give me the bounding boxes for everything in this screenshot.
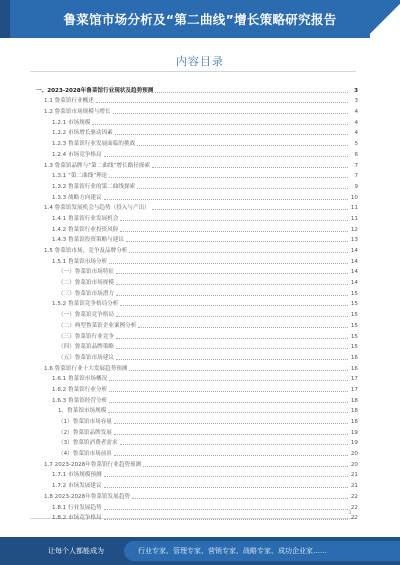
toc-leader-dots bbox=[129, 252, 348, 253]
toc-entry[interactable] bbox=[36, 212, 358, 223]
toc-entry-text: 1.2.1 市场规模 bbox=[52, 119, 91, 126]
toc-leader-dots bbox=[120, 305, 348, 306]
toc-entry-page: 20 bbox=[350, 451, 358, 458]
toc-entry-text: （二）典型鲁菜馆企业案例分析 bbox=[58, 322, 137, 329]
toc-entry[interactable] bbox=[36, 266, 358, 277]
toc-leader-dots bbox=[138, 327, 348, 328]
toc-entry-page: 10 bbox=[350, 194, 358, 201]
toc-leader-dots bbox=[109, 402, 348, 403]
toc-entry[interactable] bbox=[36, 95, 358, 106]
toc-entry-text: 一、2023-2028年鲁菜馆行业现状及趋势预测 bbox=[36, 87, 154, 94]
toc-leader-dots bbox=[104, 476, 348, 477]
toc-entry-page: 3 bbox=[354, 87, 358, 94]
toc-entry[interactable] bbox=[36, 501, 358, 512]
toc-leader-dots bbox=[155, 92, 348, 93]
toc-leader-dots bbox=[137, 188, 348, 189]
toc-entry[interactable] bbox=[36, 287, 358, 298]
toc-entry-page: 9 bbox=[354, 183, 358, 190]
toc-entry-text: 1.6.1 鲁菜馆市场概况 bbox=[52, 376, 108, 383]
toc-leader-dots bbox=[116, 348, 348, 349]
toc-leader-dots bbox=[114, 423, 348, 424]
toc-entry-page: 7 bbox=[354, 173, 358, 180]
toc-entry-text: 1.7.1 市场规模预测 bbox=[52, 472, 102, 479]
toc-entry-page: 19 bbox=[350, 429, 358, 436]
toc-leader-dots bbox=[116, 273, 348, 274]
toc-entry-page: 7 bbox=[354, 162, 358, 169]
toc-entry-text: 1.4.1 鲁菜馆行业发展机会 bbox=[52, 215, 119, 222]
toc-entry-text: （一）鲁菜馆市场特征 bbox=[58, 269, 114, 276]
toc-entry-text: 1.5.1 鲁菜馆市场分析 bbox=[52, 258, 108, 265]
toc-entry-text: 1.5.2 鲁菜馆竞争格局分析 bbox=[52, 301, 119, 308]
toc-entry[interactable] bbox=[36, 202, 358, 213]
toc-entry[interactable] bbox=[36, 137, 358, 148]
toc-entry[interactable] bbox=[36, 330, 358, 341]
toc-entry-page: 15 bbox=[350, 344, 358, 351]
toc-leader-dots bbox=[116, 359, 348, 360]
toc-entry-text: 1.8 2023-2028年鲁菜馆发展趋势 bbox=[44, 493, 130, 500]
toc-leader-dots bbox=[104, 519, 348, 520]
table-of-contents bbox=[36, 84, 358, 522]
toc-entry-page: 15 bbox=[350, 290, 358, 297]
toc-entry[interactable] bbox=[36, 84, 358, 95]
toc-entry-page: 4 bbox=[354, 130, 358, 137]
toc-leader-dots bbox=[115, 134, 348, 135]
toc-entry-page: 3 bbox=[354, 98, 358, 105]
toc-entry-page: 13 bbox=[350, 237, 358, 244]
toc-entry-page: 14 bbox=[350, 280, 358, 287]
toc-entry-page: 11 bbox=[350, 205, 358, 212]
toc-entry[interactable] bbox=[36, 415, 358, 426]
toc-leader-dots bbox=[116, 316, 348, 317]
toc-entry-text: （1）鲁菜馆市场容量 bbox=[58, 419, 112, 425]
toc-entry-text: （2）鲁菜馆品牌发展 bbox=[58, 429, 112, 436]
page-number: 1 bbox=[348, 509, 352, 516]
toc-entry[interactable] bbox=[36, 437, 358, 448]
toc-entry[interactable] bbox=[36, 244, 358, 255]
toc-leader-dots bbox=[109, 177, 348, 178]
toc-entry[interactable] bbox=[36, 170, 358, 181]
toc-entry[interactable] bbox=[36, 159, 358, 170]
toc-entry-page: 15 bbox=[350, 301, 358, 308]
toc-entry-text: 1.4.2 鲁菜馆行业投资风险 bbox=[52, 226, 119, 233]
toc-entry-text: 1.2.3 鲁菜馆行业发展面临的挑战 bbox=[52, 141, 136, 148]
toc-leader-dots bbox=[113, 113, 348, 114]
toc-entry-text: 1.1 鲁菜馆行业概述 bbox=[44, 98, 94, 105]
toc-entry-text: 1.2 鲁菜馆市场规模与增长 bbox=[44, 109, 111, 116]
toc-leader-dots bbox=[104, 156, 348, 157]
toc-entry-page: 4 bbox=[354, 119, 358, 126]
toc-entry-page: 22 bbox=[350, 493, 358, 500]
toc-leader-dots bbox=[108, 412, 348, 413]
toc-entry-page: 15 bbox=[350, 333, 358, 340]
toc-entry[interactable] bbox=[36, 276, 358, 287]
toc-entry-text: 1、鲁菜馆市场规模 bbox=[58, 408, 107, 415]
toc-entry-text: 1.3.1 “第二曲线”理论 bbox=[52, 173, 108, 180]
toc-leader-dots bbox=[96, 102, 348, 103]
toc-entry[interactable] bbox=[36, 394, 358, 405]
toc-entry[interactable] bbox=[36, 426, 358, 437]
toc-entry-page: 15 bbox=[350, 322, 358, 329]
toc-entry-text: 1.4.3 鲁菜馆投资策略与建议 bbox=[52, 237, 124, 244]
toc-entry[interactable] bbox=[36, 490, 358, 501]
toc-leader-dots bbox=[104, 487, 348, 488]
toc-entry[interactable] bbox=[36, 180, 358, 191]
toc-entry-page: 18 bbox=[350, 408, 358, 415]
toc-entry-text: 1.4 鲁菜馆发展机会与趋势（投入与产出） bbox=[44, 205, 150, 212]
toc-entry-text: 1.3 鲁菜馆品牌与“第二曲线”增长路径探索 bbox=[44, 162, 150, 169]
toc-entry[interactable] bbox=[36, 383, 358, 394]
toc-entry[interactable] bbox=[36, 458, 358, 469]
toc-entry-page: 5 bbox=[354, 141, 358, 148]
toc-entry-page: 4 bbox=[354, 109, 358, 116]
toc-entry-page: 22 bbox=[350, 504, 358, 511]
toc-entry[interactable] bbox=[36, 127, 358, 138]
toc-title: 内容目录 bbox=[176, 55, 224, 68]
toc-entry-text: （五）鲁菜馆市场建议 bbox=[58, 354, 114, 361]
toc-entry-page: 21 bbox=[350, 472, 358, 479]
toc-entry-page: 18 bbox=[350, 397, 358, 404]
toc-entry[interactable] bbox=[36, 319, 358, 330]
toc-entry-page: 14 bbox=[350, 248, 358, 254]
toc-leader-dots bbox=[116, 338, 348, 339]
toc-entry[interactable] bbox=[36, 341, 358, 352]
toc-leader-dots bbox=[120, 220, 348, 221]
toc-leader-dots bbox=[120, 231, 348, 232]
toc-entry-text: 1.7.2 市场发展建议 bbox=[52, 483, 102, 490]
toc-leader-dots bbox=[114, 434, 348, 435]
toc-entry-page: 14 bbox=[350, 269, 358, 276]
toc-leader-dots bbox=[114, 455, 348, 456]
toc-entry[interactable] bbox=[36, 255, 358, 266]
toc-entry-text: （二）鲁菜馆市场规模 bbox=[58, 280, 114, 287]
toc-leader-dots bbox=[152, 167, 348, 168]
toc-entry[interactable] bbox=[36, 447, 358, 458]
toc-entry-text: （3）鲁菜馆消费者需求 bbox=[58, 440, 118, 447]
footer-banner bbox=[0, 537, 400, 565]
footer-slogan: 让每个人都能成为 bbox=[48, 547, 104, 555]
toc-entry-page: 12 bbox=[350, 226, 358, 233]
toc-entry[interactable] bbox=[36, 405, 358, 416]
toc-entry-text: 1.3.2 鲁菜馆行业的第二曲线探索 bbox=[52, 183, 136, 190]
toc-entry[interactable] bbox=[36, 148, 358, 159]
toc-leader-dots bbox=[109, 380, 348, 381]
toc-leader-dots bbox=[116, 295, 348, 296]
toc-entry[interactable] bbox=[36, 116, 358, 127]
toc-entry-text: （三）鲁菜馆行业竞争 bbox=[58, 333, 114, 340]
toc-entry-text: 1.6.2 鲁菜馆行业分析 bbox=[52, 386, 108, 393]
toc-entry-page: 18 bbox=[350, 419, 358, 425]
toc-entry-page: 15 bbox=[350, 312, 358, 319]
toc-entry-text: （三）鲁菜馆市场潜力 bbox=[58, 290, 114, 297]
toc-leader-dots bbox=[152, 209, 348, 210]
toc-entry-page: 6 bbox=[354, 151, 358, 158]
toc-leader-dots bbox=[109, 263, 348, 264]
toc-entry-page: 22 bbox=[350, 515, 358, 522]
toc-entry-page: 19 bbox=[350, 440, 358, 447]
toc-entry-text: （一）鲁菜馆竞争格局 bbox=[58, 312, 114, 319]
title-divider bbox=[30, 71, 356, 72]
toc-entry-page: 17 bbox=[350, 376, 358, 383]
toc-entry-page: 16 bbox=[350, 365, 358, 372]
toc-entry-text: 1.8.2 市场竞争格局 bbox=[52, 515, 102, 522]
toc-entry[interactable] bbox=[36, 298, 358, 309]
toc-entry[interactable] bbox=[36, 479, 358, 490]
toc-leader-dots bbox=[116, 284, 348, 285]
toc-entry-text: 1.5 鲁菜馆市场、竞争及品牌分析 bbox=[44, 248, 128, 254]
toc-entry[interactable] bbox=[36, 362, 358, 373]
toc-entry-text: 1.8.1 行业发展趋势 bbox=[52, 504, 102, 511]
toc-entry[interactable] bbox=[36, 105, 358, 116]
toc-entry[interactable] bbox=[36, 373, 358, 384]
toc-entry-text: 1.2.2 市场增长驱动因素 bbox=[52, 130, 113, 137]
toc-entry-text: 1.3.3 战略方向建议 bbox=[52, 194, 102, 201]
toc-entry-text: 1.7 2023-2028年鲁菜馆行业趋势预测 bbox=[44, 461, 142, 468]
toc-entry[interactable] bbox=[36, 512, 358, 523]
toc-leader-dots bbox=[137, 145, 348, 146]
toc-leader-dots bbox=[120, 444, 349, 445]
report-header bbox=[0, 0, 400, 38]
toc-entry-page: 11 bbox=[350, 215, 358, 222]
toc-entry-page: 14 bbox=[350, 258, 358, 265]
toc-entry[interactable] bbox=[36, 351, 358, 362]
toc-leader-dots bbox=[129, 370, 348, 371]
toc-leader-dots bbox=[104, 509, 348, 510]
toc-leader-dots bbox=[104, 199, 348, 200]
toc-leader-dots bbox=[126, 241, 348, 242]
toc-entry-page: 21 bbox=[350, 483, 358, 490]
toc-entry[interactable] bbox=[36, 234, 358, 245]
report-title: 鲁菜馆市场分析及“第二曲线”增长策略研究报告 bbox=[63, 12, 337, 27]
footer-roles: 行业专家、管理专家、营销专家、战略专家、成功企业家…… bbox=[124, 541, 400, 561]
toc-entry-text: （四）鲁菜馆品牌策略 bbox=[58, 344, 114, 351]
toc-entry[interactable] bbox=[36, 469, 358, 480]
toc-entry-text: （4）鲁菜馆市场前景 bbox=[58, 451, 112, 458]
toc-entry[interactable] bbox=[36, 308, 358, 319]
toc-entry-page: 20 bbox=[350, 461, 358, 468]
toc-entry-page: 17 bbox=[350, 386, 358, 393]
toc-entry[interactable] bbox=[36, 223, 358, 234]
toc-leader-dots bbox=[143, 466, 348, 467]
toc-entry-text: 1.2.4 市场竞争格局 bbox=[52, 151, 102, 158]
toc-leader-dots bbox=[92, 124, 348, 125]
toc-entry-text: 1.6 鲁菜馆行业十大发展趋势预测 bbox=[44, 365, 128, 372]
toc-entry-text: 1.6.3 鲁菜馆经营分析 bbox=[52, 397, 108, 404]
toc-leader-dots bbox=[109, 391, 348, 392]
toc-entry[interactable] bbox=[36, 191, 358, 202]
toc-leader-dots bbox=[132, 498, 348, 499]
toc-entry-page: 16 bbox=[350, 354, 358, 361]
